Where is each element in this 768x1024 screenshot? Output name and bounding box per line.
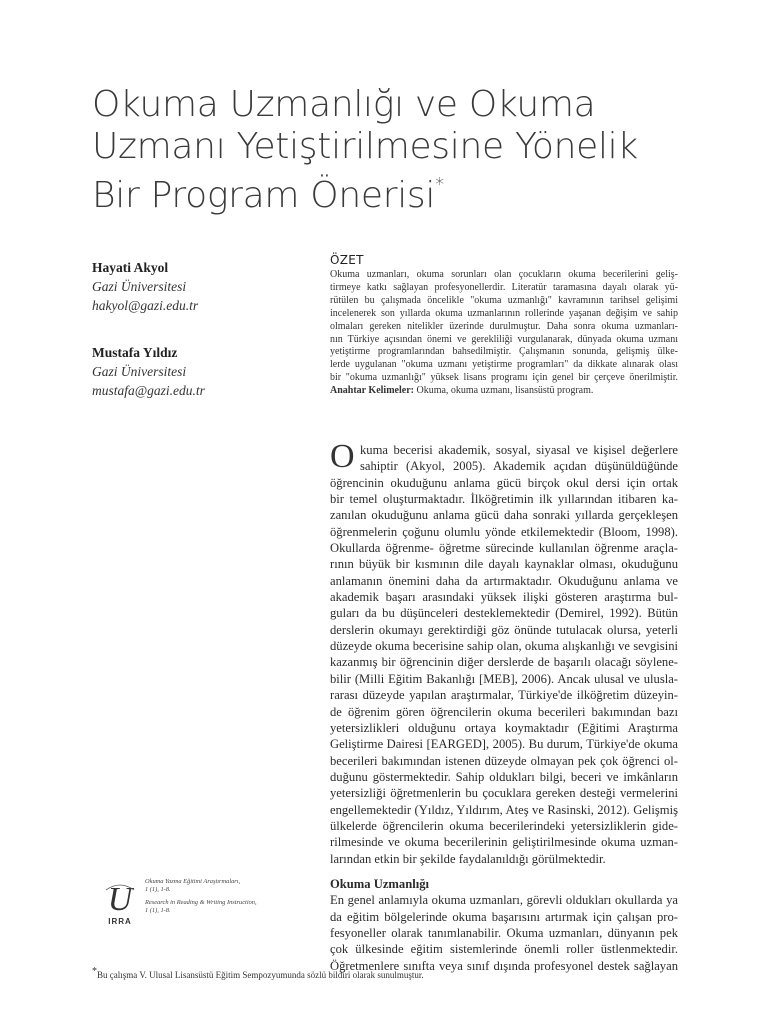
body-line: bir temel oluşturmaktadır. İlköğretimin ilk yıllarından itibaren ka- [330, 492, 678, 507]
body-line: duğunu göstermektedir. Sahip oldukları bilgi, beceri ve imkânların [330, 769, 678, 784]
abstract-line: Okuma uzmanları, okuma sorunları olan çocukların okuma becerilerini geliş- [330, 269, 678, 280]
footnote-mark: * [92, 966, 97, 977]
body-line: düzeyde okuma becerisine sahip olan, okuma alışkanlığı ve sevgisini [330, 639, 678, 654]
author-1 [92, 258, 312, 315]
abstract-line: nın Türkiye açısından önemi ve gerekliliği vurgulanarak, dünyada okuma uzmanı [330, 333, 678, 345]
abstract-line: bir "okuma uzmanlığı" yüksek lisans programı için genel bir çerçeve önerilmiştir. [330, 372, 678, 384]
body-line: öğrenmelerin çoğunu olumlu yönde etkilemektedir (Bloom, 1998). [330, 524, 678, 539]
journal-en-name: Research in Reading & Writing Instruction, [145, 899, 257, 906]
journal-info [100, 872, 320, 932]
abstract-heading: ÖZET [330, 253, 364, 267]
keywords-text: Okuma, okuma uzmanı, lisansüstü program. [413, 385, 594, 397]
journal-en [145, 899, 325, 915]
body-line: zanılan okuduğunu anlama gücü daha sonraki yıllarda gerçekleşen [330, 508, 678, 523]
body-line: kazanmış bir öğrencinin diğer derslerde de başarılı olacağı söylene- [330, 655, 678, 670]
keywords-label: Anahtar Kelimeler: [330, 385, 414, 397]
title-line-3-text: Bir Program Önerisi [92, 175, 436, 216]
author-affiliation: Gazi Üniversitesi [92, 364, 187, 379]
body-line: sahiptir (Akyol, 2005). Akademik açıdan düşünüldüğünde [360, 459, 678, 474]
title-line-1: Okuma Uzmanlığı ve Okuma [92, 84, 596, 125]
author-affiliation: Gazi Üniversitesi [92, 279, 187, 294]
body-line: Geliştirme Dairesi [EARGED], 2005). Bu durum, Türkiye'de okuma [330, 737, 678, 752]
body-line: de öğrenim gören öğrencilerin okuma becerileri bakımından bazı [330, 704, 678, 719]
abstract-line: olmaları gereken nitelikler üzerinde durulmuştur. Daha sonra okuma uzmanları- [330, 320, 678, 332]
abstract-line: lerde uygulanan "okuma uzmanı yetiştirme programları" da dikkate alınarak olası [330, 359, 678, 371]
body-line: ülkelerde öğrencilerin okuma becerilerindeki yetersizliklerin gide- [330, 818, 678, 833]
body-line: becerileri bakımından istenen düzeyde olmayan pek çok öğrenci ol- [330, 753, 678, 768]
body-line: guları da bu düşünceleri desteklemektedir (Demirel, 1992). Bütün [330, 606, 678, 621]
title-footnote-mark: * [435, 174, 444, 195]
paper-title [92, 84, 692, 217]
body-line: yetersizliği öğretmenlerin bu çocuklara gereken desteği vermelerini [330, 786, 678, 801]
body-line: larından etkin bir şekilde faydalanıldığı görülmektedir. [330, 851, 606, 866]
body-line: engellemektedir (Yıldız, Yıldırım, Ateş ve Rasinski, 2012). Gelişmiş [330, 802, 678, 817]
author-name: Hayati Akyol [92, 260, 169, 275]
keywords-line [330, 385, 678, 398]
abstract [330, 253, 678, 398]
drop-cap: O [330, 438, 355, 475]
body-line: rarası düzeyde yapılan araştırmalar, Türkiye'de ilköğretim düzeyin- [330, 688, 678, 703]
body-line: kuma becerisi akademik, sosyal, siyasal ve kişisel değerlere [360, 443, 678, 457]
author-email[interactable]: hakyol@gazi.edu.tr [92, 298, 199, 313]
author-2 [92, 343, 312, 400]
journal-en-ref: 1 (1), 1-8. [145, 907, 171, 914]
footnote-text: Bu çalışma V. Ulusal Lisansüstü Eğitim Sempozyumunda sözlü bildiri olarak sunulmuştur. [97, 970, 424, 980]
section-line: Öğretmenlere sınıfta veya sınıf dışında profesyonel destek sağlayan [330, 958, 678, 973]
journal-tr-ref: 1 (1), 1-8. [145, 886, 171, 893]
journal-tr-name: Okuma Yazma Eğitimi Araştırmaları, [145, 878, 241, 885]
body-line: rilmesinde ve okuma becerilerinin geliştirilmesinde okuma uzman- [330, 835, 678, 850]
section-line: çok ülkesinde eğitim sistemlerinde önemli roller üstlenmektedir. [330, 942, 678, 957]
abstract-line: tirmeye katkı sağlayan profesyonellerdir. Literatür taramasına dayalı olarak yü- [330, 281, 678, 293]
footnote [92, 966, 424, 980]
journal-logo-icon [100, 876, 140, 928]
body-line: bilir (Milli Eğitim Bakanlığı [MEB], 2006). Ancak ulusal ve ulusla- [330, 671, 678, 686]
body-line: anlamanın önemini daha da artırmaktadır. Okuduğunu anlama ve [330, 573, 678, 588]
author-email[interactable]: mustafa@gazi.edu.tr [92, 383, 205, 398]
section-line: da eğitim bölgelerinde okuma başarısını artırmak için çalışan pro- [330, 909, 678, 924]
journal-tr [145, 878, 325, 894]
title-line-2: Uzmanı Yetiştirilmesine Yönelik [92, 126, 638, 167]
abstract-line: yetiştirme programlarından bahsedilmiştir. Çalışmanın sonunda, gelişmiş ülke- [330, 346, 678, 358]
body-line: öğrencinin okuduğunu anlama gücü birçok okul dersi için ortak [330, 475, 678, 490]
logo-letter: U [107, 881, 133, 918]
logo-caption: IRRA [108, 917, 132, 926]
abstract-line: incelenerek son yıllarda okuma uzmanlarının rollerinde yaşanan değişim ve sahip [330, 307, 678, 319]
section-heading: Okuma Uzmanlığı [330, 876, 430, 891]
body-line: yetersizlikleri olduğunu ortaya koymaktadır (Eğitimi Araştırma [330, 720, 678, 735]
section-line: fesyoneller olarak tanımlanabilir. Okuma uzmanları, dünyanın pek [330, 925, 678, 940]
author-name: Mustafa Yıldız [92, 345, 178, 360]
body-line: akademik başarı arasındaki yüksek ilişki gösteren araştırma bul- [330, 590, 678, 605]
body-line: rının büyük bir kısmının dile dayalı kaynaklar olması, okuduğunu [330, 557, 678, 572]
body-text [330, 438, 678, 974]
title-line-3 [92, 168, 692, 217]
body-line: derslerin okumayı gerektirdiği göz önünde tutulacak olursa, yeterli [330, 622, 678, 637]
journal-citation [145, 878, 325, 920]
section-line: En genel anlamıyla okuma uzmanları, görevli oldukları okullarda ya [330, 893, 678, 908]
body-line: Okullarda öğrenme- öğretme sürecinde kullanılan öğrenme araçla- [330, 541, 678, 556]
abstract-line: rütülen bu çalışmada öncelikle "okuma uzmanlığı" kavramının tarihsel gelişimi [330, 294, 678, 306]
